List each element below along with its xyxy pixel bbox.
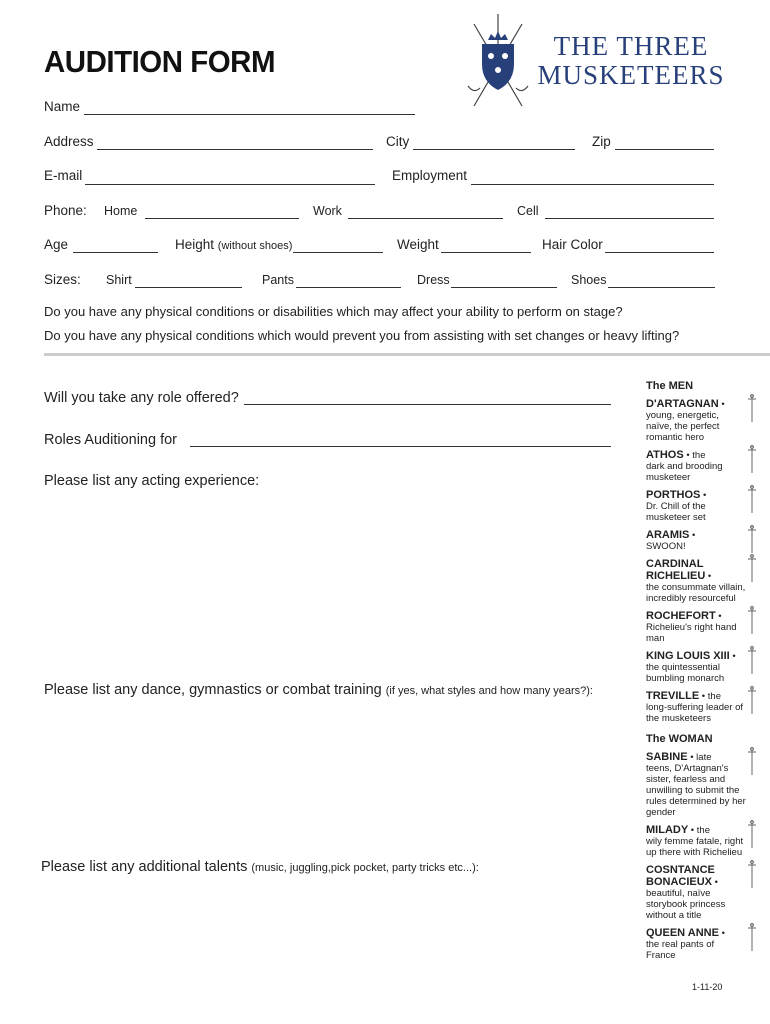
role-description: teens, D'Artagnan's sister, fearless and unwilling to submit the rules determined by her gender <box>646 763 746 818</box>
address-label: Address <box>44 134 94 149</box>
dress-field[interactable] <box>451 287 557 288</box>
bullet-separator: • <box>712 877 718 888</box>
city-label: City <box>386 134 410 149</box>
talents-note: (music, juggling,pick pocket, party tricks etc...): <box>251 862 479 874</box>
role-description: Dr. Chill of the musketeer set <box>646 501 706 523</box>
logo-text <box>536 32 726 90</box>
cast-role <box>646 751 746 818</box>
height-label <box>175 237 292 252</box>
sword-icon <box>746 747 758 775</box>
cast-role <box>646 610 746 644</box>
pants-label: Pants <box>262 273 294 287</box>
cell-phone-field[interactable] <box>545 218 714 219</box>
city-field[interactable] <box>413 149 575 150</box>
bullet-separator: • <box>705 571 712 582</box>
bullet-separator: • <box>729 651 736 662</box>
cast-role <box>646 927 746 961</box>
role-name: COSNTANCE BONACIEUX <box>646 864 715 888</box>
women-list <box>646 751 746 961</box>
role-name: ARAMIS <box>646 529 690 541</box>
shoes-label: Shoes <box>571 273 607 287</box>
section-divider <box>44 353 770 356</box>
role-name: D'ARTAGNAN <box>646 398 719 410</box>
zip-label: Zip <box>592 134 611 149</box>
talents-area[interactable] <box>41 882 611 1002</box>
role-name: SABINE <box>646 751 688 763</box>
role-inline-desc: the <box>692 450 706 461</box>
role-description: beautiful, naïve storybook princess without a title <box>646 888 726 921</box>
men-header: The MEN <box>646 380 694 392</box>
sword-icon <box>746 646 758 674</box>
height-note: (without shoes) <box>217 240 293 252</box>
hair-color-label: Hair Color <box>542 237 603 252</box>
role-description: wily femme fatale, right up there with Richelieu <box>646 836 744 858</box>
acting-experience-label: Please list any acting experience: <box>44 473 260 489</box>
question-lifting: Do you have any physical conditions which would prevent you from assisting with set changes or heavy lifting? <box>44 328 680 343</box>
name-field[interactable] <box>84 114 415 115</box>
dance-text: Please list any dance, gymnastics or combat training <box>44 682 382 698</box>
sizes-label: Sizes: <box>44 272 81 287</box>
role-name: ROCHEFORT <box>646 610 716 622</box>
role-description: young, energetic, naïve, the perfect romantic hero <box>646 410 720 443</box>
role-name: PORTHOS <box>646 489 701 501</box>
cast-role <box>646 558 746 604</box>
bullet-separator: • <box>688 825 697 836</box>
shirt-field[interactable] <box>135 287 242 288</box>
sword-icon <box>746 923 758 951</box>
employment-field[interactable] <box>471 184 714 185</box>
role-description: dark and brooding musketeer <box>646 461 723 483</box>
email-label: E-mail <box>44 168 83 183</box>
role-name: TREVILLE <box>646 690 700 702</box>
work-phone-label: Work <box>313 204 342 218</box>
bullet-separator: • <box>689 530 696 541</box>
role-description: long-suffering leader of the musketeers <box>646 702 743 724</box>
pants-field[interactable] <box>296 287 401 288</box>
role-name: QUEEN ANNE <box>646 927 719 939</box>
role-name: MILADY <box>646 824 689 836</box>
question-disabilities: Do you have any physical conditions or disabilities which may affect your ability to perform on stage? <box>44 304 623 319</box>
cast-role <box>646 824 746 858</box>
musketeer-crest-logo <box>466 14 530 114</box>
roles-auditioning-field[interactable] <box>190 446 611 447</box>
cast-list <box>646 381 746 967</box>
role-description: Richelieu's right hand man <box>646 622 737 644</box>
age-label: Age <box>44 237 69 252</box>
sword-icon <box>746 820 758 848</box>
role-inline-desc: the <box>707 691 721 702</box>
role-offered-field[interactable] <box>244 404 611 405</box>
sword-icon <box>746 525 758 553</box>
cast-role <box>646 529 746 552</box>
women-header: The WOMAN <box>646 733 713 745</box>
bullet-separator: • <box>718 928 725 939</box>
role-name: ATHOS <box>646 449 684 461</box>
form-date: 1-11-20 <box>692 982 723 992</box>
employment-label: Employment <box>392 168 468 183</box>
talents-label <box>41 859 479 875</box>
bullet-separator: • <box>700 490 707 501</box>
sword-icon <box>746 485 758 513</box>
dance-training-area[interactable] <box>44 705 614 850</box>
height-field[interactable] <box>293 252 383 253</box>
role-inline-desc: the <box>696 825 710 836</box>
weight-field[interactable] <box>441 252 531 253</box>
role-name: CARDINAL RICHELIEU <box>646 558 706 582</box>
sword-icon <box>746 394 758 422</box>
role-offered-label: Will you take any role offered? <box>44 390 239 406</box>
cast-role <box>646 690 746 724</box>
cast-role <box>646 398 746 443</box>
age-field[interactable] <box>73 252 158 253</box>
bullet-separator: • <box>699 691 708 702</box>
email-field[interactable] <box>85 184 375 185</box>
acting-experience-area[interactable] <box>44 495 614 670</box>
men-list <box>646 398 746 724</box>
sword-icon <box>746 554 758 582</box>
bullet-separator: • <box>715 611 722 622</box>
dress-label: Dress <box>417 273 450 287</box>
sword-icon <box>746 686 758 714</box>
shirt-label: Shirt <box>106 273 132 287</box>
talents-text: Please list any additional talents <box>41 859 248 875</box>
role-name: KING LOUIS XIII <box>646 650 730 662</box>
logo-line-1: THE THREE <box>553 31 709 61</box>
zip-field[interactable] <box>615 149 714 150</box>
sword-icon <box>746 606 758 634</box>
cell-phone-label: Cell <box>517 204 539 218</box>
role-description: the quintessential bumbling monarch <box>646 662 725 684</box>
home-phone-field[interactable] <box>145 218 299 219</box>
phone-label: Phone: <box>44 203 87 218</box>
role-inline-desc: late <box>696 752 712 763</box>
dance-note: (if yes, what styles and how many years?): <box>385 685 593 697</box>
role-description: the consummate villain, incredibly resourceful <box>646 582 746 604</box>
weight-label: Weight <box>397 237 439 252</box>
logo-line-2: MUSKETEERS <box>537 60 725 90</box>
name-label: Name <box>44 99 81 114</box>
roles-auditioning-label: Roles Auditioning for <box>44 432 177 448</box>
cast-role <box>646 650 746 684</box>
shoes-field[interactable] <box>608 287 715 288</box>
bullet-separator: • <box>683 450 693 461</box>
dance-training-label <box>44 682 593 698</box>
bullet-separator: • <box>687 752 697 763</box>
role-description: the real pants of France <box>646 939 715 961</box>
height-text: Height <box>175 237 215 252</box>
sword-icon <box>746 860 758 888</box>
home-phone-label: Home <box>104 204 138 218</box>
cast-role <box>646 489 746 523</box>
cast-role <box>646 449 746 483</box>
form-title: AUDITION FORM <box>44 44 276 79</box>
hair-color-field[interactable] <box>605 252 714 253</box>
address-field[interactable] <box>97 149 373 150</box>
work-phone-field[interactable] <box>348 218 503 219</box>
sword-icon <box>746 445 758 473</box>
cast-role <box>646 864 746 921</box>
role-description: SWOON! <box>646 541 686 552</box>
bullet-separator: • <box>718 399 725 410</box>
